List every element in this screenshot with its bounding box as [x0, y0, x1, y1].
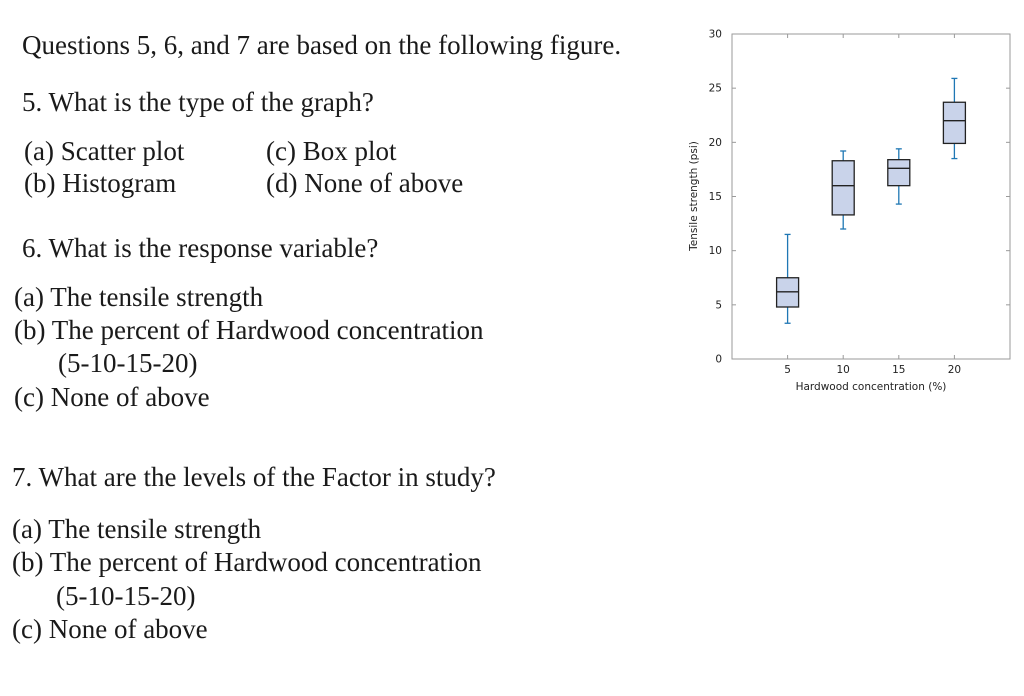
question-7: 7. What are the levels of the Factor in study? [12, 462, 496, 492]
q6-option-b-levels: (5-10-15-20) [58, 348, 198, 378]
question-5: 5. What is the type of the graph? [22, 87, 374, 117]
box [888, 160, 910, 186]
x-axis-label: Hardwood concentration (%) [795, 381, 947, 393]
q5-option-b: (b) Histogram [24, 168, 177, 198]
y-tick-label: 0 [715, 353, 722, 366]
y-tick-label: 5 [715, 299, 722, 312]
x-tick-label: 20 [947, 364, 962, 376]
y-tick-label: 25 [708, 82, 722, 95]
q5-option-c: (c) Box plot [266, 136, 397, 166]
y-tick-label: 20 [708, 136, 722, 149]
box-series [777, 78, 966, 323]
q6-option-c: (c) None of above [14, 382, 210, 412]
y-tick-label: 10 [708, 245, 722, 258]
y-tick-label: 15 [708, 191, 722, 203]
intro-line: Questions 5, 6, and 7 are based on the following figure. [22, 30, 622, 60]
box [832, 161, 854, 215]
q6-option-a: (a) The tensile strength [14, 282, 264, 312]
q6-option-b: (b) The percent of Hardwood concentration [14, 315, 484, 345]
x-tick-label: 5 [784, 364, 791, 376]
question-6: 6. What is the response variable? [22, 233, 379, 263]
q7-option-a: (a) The tensile strength [12, 514, 262, 544]
q7-option-b: (b) The percent of Hardwood concentration [12, 547, 482, 577]
q7-option-b-levels: (5-10-15-20) [56, 581, 196, 611]
y-tick-label: 30 [708, 28, 722, 41]
x-tick-label: 10 [836, 364, 850, 376]
q5-option-d: (d) None of above [266, 168, 464, 198]
plot-frame [732, 34, 1010, 359]
y-axis-label: Tensile strength (psi) [688, 141, 700, 251]
x-axis-ticks [784, 34, 961, 376]
x-tick-label: 15 [892, 364, 906, 376]
y-axis-ticks [709, 29, 1010, 366]
q5-option-a: (a) Scatter plot [24, 136, 185, 166]
box [943, 102, 965, 143]
q7-option-c: (c) None of above [12, 614, 208, 644]
box-plot-chart [680, 20, 1015, 400]
